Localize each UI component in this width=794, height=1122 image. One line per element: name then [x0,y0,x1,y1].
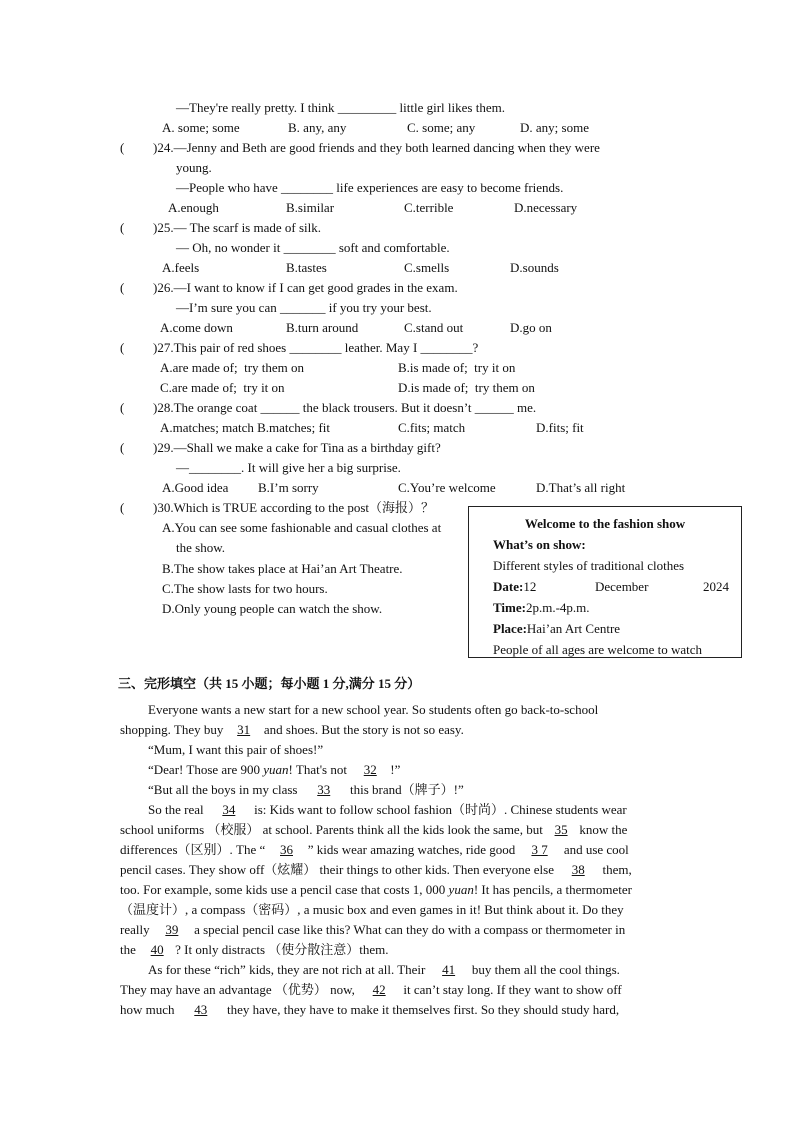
q26-line2: —I’m sure you can _______ if you try your best. [176,300,432,315]
passage-line: They may have an advantage （优势） now, 42 it can’t stay long. If they want to show off [120,982,622,997]
q30-paren: ( [120,500,125,515]
blank-31: 31 [237,722,251,737]
passage-line: how much 43 they have, they have to make it themselves first. So they should study hard, [120,1002,620,1017]
q29-line1: )29.—Shall we make a cake for Tina as a birthday gift? [153,440,441,455]
q25-option-c: C.smells [404,260,450,275]
q26-option-d: D.go on [510,320,552,335]
q24-paren: ( [120,140,125,155]
poster-whats-on-label: What’s on show: [493,537,586,552]
q30-option-d: D.Only young people can watch the show. [162,601,383,616]
poster-time [493,600,590,616]
q27-option-b: B.is made of; try it on [398,360,516,375]
q28-option-d: D.fits; fit [536,420,584,435]
q26-option-c: C.stand out [404,320,464,335]
q24-line3: —People who have ________ life experiences are easy to become friends. [176,180,564,195]
q29-option-b: B.I’m sorry [258,480,319,495]
passage-line: “Mum, I want this pair of shoes!” [148,742,324,757]
poster-date [493,579,536,595]
passage-line: too. For example, some kids use a pencil case that costs 1, 000 yuan! It has pencils, a thermometer [120,882,632,897]
q30-option-a-line2: the show. [176,540,225,555]
passage-line: really 39 a special pencil case like this? What can they do with a compass or thermometer in [120,922,626,937]
q26-option-a: A.come down [160,320,233,335]
poster-date-month: December [595,579,649,594]
q26-line1: )26.—I want to know if I can get good grades in the exam. [153,280,458,295]
q25-paren: ( [120,220,125,235]
q24-line2: young. [176,160,212,175]
q23-option-d: D. any; some [520,120,589,135]
blank-33: 33 [317,782,331,797]
q27-option-a: A.are made of; try them on [160,360,305,375]
q28-line1: )28.The orange coat ______ the black trousers. But it doesn’t ______ me. [153,400,537,415]
blank-40: 40 [150,942,164,957]
q29-option-a: A.Good idea [162,480,229,495]
q26-paren: ( [120,280,125,295]
poster-date-year: 2024 [703,579,729,594]
q24-option-d: D.necessary [514,200,578,215]
poster-time-value: 2p.m.-4p.m. [525,600,590,615]
q28-option-c: C.fits; match [398,420,466,435]
passage-line: “But all the boys in my class 33 this brand（牌子）!” [148,782,464,797]
q25-line2: — Oh, no wonder it ________ soft and comfortable. [176,240,450,255]
section-title: 三、完形填空（共 15 小题；每小题 1 分,满分 15 分） [118,676,421,691]
q30-option-b: B.The show takes place at Hai’an Art Theatre. [162,561,403,576]
poster-footer: People of all ages are welcome to watch [493,642,702,657]
blank-43: 43 [194,1002,208,1017]
q29-option-c: C.You’re welcome [398,480,496,495]
poster-title: Welcome to the fashion show [524,516,686,531]
poster-place-label: Place: [493,621,527,636]
passage-line: Everyone wants a new start for a new school year. So students often go back-to-school [148,702,599,717]
q29-line2: —________. It will give her a big surprise. [176,460,401,475]
passage-line: pencil cases. They show off（炫耀） their things to other kids. Then everyone else 38 them, [120,862,632,877]
blank-38: 38 [571,862,585,877]
passage-line: shopping. They buy 31 and shoes. But the story is not so easy. [120,722,464,737]
q23-option-a: A. some; some [162,120,240,135]
q28-option-ab: A.matches; match B.matches; fit [160,420,331,435]
poster-whats-on-value: Different styles of traditional clothes [493,558,685,573]
poster-time-label: Time: [493,600,526,615]
q27-line1: )27.This pair of red shoes ________ leather. May I ________? [153,340,479,355]
passage-line: the 40 ? It only distracts （使分散注意）them. [120,942,389,957]
poster-place [493,621,620,637]
q29-option-d: D.That’s all right [536,480,626,495]
q29-paren: ( [120,440,125,455]
poster-date-label: Date: [493,579,524,594]
fashion-show-poster [468,506,742,658]
passage-line: As for these “rich” kids, they are not rich at all. Their 41 buy them all the cool things. [148,962,620,977]
q26-option-b: B.turn around [286,320,359,335]
poster-date-day: 12 [523,579,537,594]
passage-line: （温度计）, a compass（密码）, a music box and even games in it! But think about it. Do they [120,902,624,917]
q24-option-b: B.similar [286,200,335,215]
blank-37: 3 7 [531,842,548,857]
q28-paren: ( [120,400,125,415]
q24-option-c: C.terrible [404,200,454,215]
blank-34: 34 [222,802,236,817]
q24-line1: )24.—Jenny and Beth are good friends and they both learned dancing when they were [153,140,600,155]
passage-line: “Dear! Those are 900 yuan! That's not 32 !” [148,762,401,777]
passage-line: school uniforms （校服） at school. Parents think all the kids look the same, but 35 know the [120,822,628,837]
q30-option-a-line1: A.You can see some fashionable and casual clothes at [162,520,442,535]
q23-line: —They're really pretty. I think _________ little girl likes them. [176,100,505,115]
q25-option-a: A.feels [162,260,200,275]
q25-option-d: D.sounds [510,260,559,275]
q30-line1: )30.Which is TRUE according to the post（海报）？ [153,500,435,515]
passage-line: So the real 34 is: Kids want to follow school fashion（时尚）. Chinese students wear [148,802,627,817]
blank-39: 39 [165,922,179,937]
q25-line1: )25.— The scarf is made of silk. [153,220,321,235]
passage-line: differences（区别）. The “ 36 ” kids wear amazing watches, ride good 3 7 and use cool [120,842,629,857]
q27-option-c: C.are made of; try it on [160,380,285,395]
q27-option-d: D.is made of; try them on [398,380,535,395]
blank-35: 35 [554,822,568,837]
blank-36: 36 [280,842,293,857]
q23-option-c: C. some; any [407,120,476,135]
q25-option-b: B.tastes [286,260,327,275]
q24-option-a: A.enough [168,200,219,215]
q23-option-b: B. any, any [288,120,347,135]
blank-42: 42 [372,982,386,997]
blank-32: 32 [363,762,377,777]
q27-paren: ( [120,340,125,355]
poster-place-value: Hai’an Art Centre [526,621,621,636]
blank-41: 41 [442,962,456,977]
q30-option-c: C.The show lasts for two hours. [162,581,328,596]
